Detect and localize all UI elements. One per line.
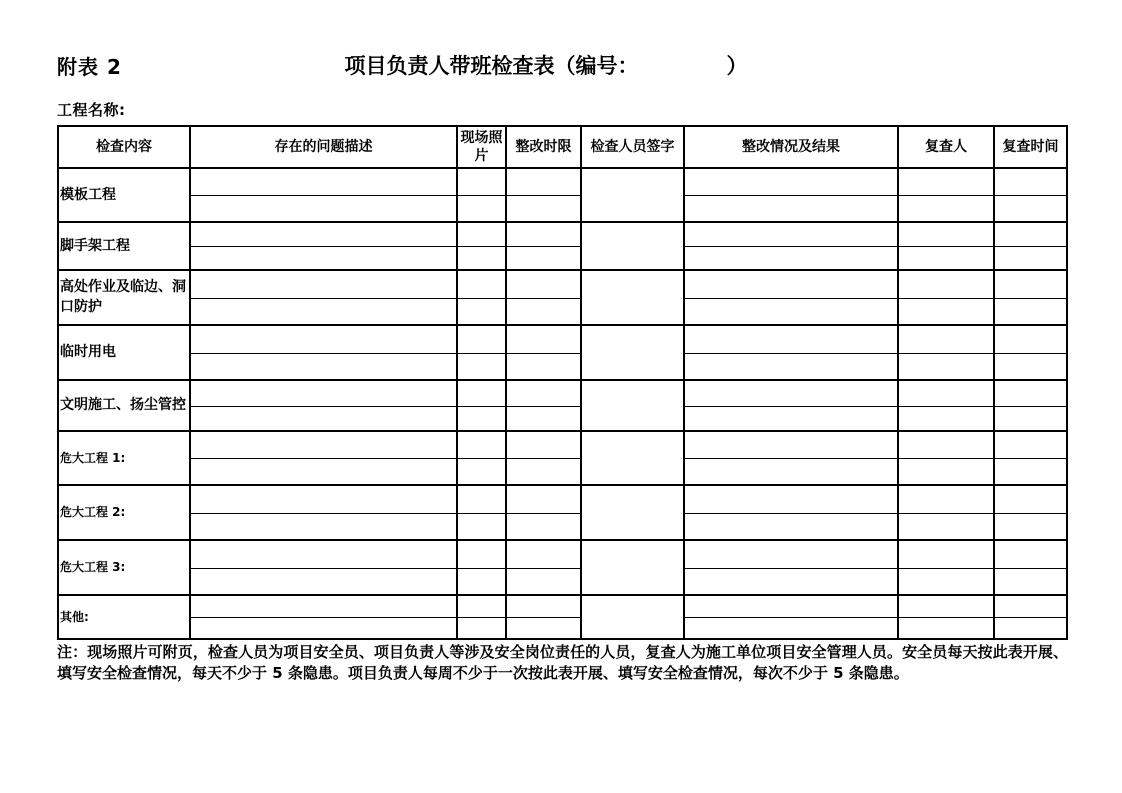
column-header-6: 复查人 bbox=[898, 126, 994, 168]
deadline-cell bbox=[506, 485, 581, 513]
photo-cell bbox=[457, 168, 506, 195]
column-header-3: 整改时限 bbox=[506, 126, 581, 168]
problem-cell bbox=[190, 195, 457, 222]
column-header-7: 复查时间 bbox=[994, 126, 1067, 168]
deadline-cell bbox=[506, 298, 581, 325]
signature-cell bbox=[581, 595, 684, 639]
result-cell bbox=[684, 406, 898, 431]
review-time-cell bbox=[994, 568, 1067, 595]
reviewer-cell bbox=[898, 540, 994, 568]
deadline-cell bbox=[506, 222, 581, 246]
photo-cell bbox=[457, 617, 506, 639]
note-text: 注：现场照片可附页，检查人员为项目安全员、项目负责人等涉及安全岗位责任的人员，复查人为施工单位项目安全管理人员。安全员每天按此表开展、填写安全检查情况，每天不少于 5 条隐患。项目负责人每周不少于一次按此表开展、填写安全检查情况，每次不少于 5 条隐患。 bbox=[57, 643, 1068, 682]
page-title-text: 项目负责人带班检查表（编号： bbox=[344, 54, 639, 78]
reviewer-cell bbox=[898, 380, 994, 406]
photo-cell bbox=[457, 568, 506, 595]
result-cell bbox=[684, 168, 898, 195]
deadline-cell bbox=[506, 168, 581, 195]
reviewer-cell bbox=[898, 168, 994, 195]
table-head bbox=[58, 126, 1067, 168]
row-label: 模板工程 bbox=[58, 168, 190, 222]
photo-cell bbox=[457, 380, 506, 406]
problem-cell bbox=[190, 222, 457, 246]
result-cell bbox=[684, 325, 898, 353]
row-label: 危大工程 2: bbox=[58, 485, 190, 540]
result-cell bbox=[684, 540, 898, 568]
deadline-cell bbox=[506, 513, 581, 540]
reviewer-cell bbox=[898, 298, 994, 325]
review-time-cell bbox=[994, 270, 1067, 298]
signature-cell bbox=[581, 270, 684, 325]
problem-cell bbox=[190, 406, 457, 431]
reviewer-cell bbox=[898, 246, 994, 270]
table-body bbox=[58, 168, 1067, 639]
result-cell bbox=[684, 431, 898, 458]
reviewer-cell bbox=[898, 595, 994, 617]
table-row bbox=[58, 195, 1067, 222]
reviewer-cell bbox=[898, 325, 994, 353]
table-row bbox=[58, 458, 1067, 485]
review-time-cell bbox=[994, 380, 1067, 406]
project-name-label: 工程名称: bbox=[57, 101, 126, 119]
review-time-cell bbox=[994, 485, 1067, 513]
signature-cell bbox=[581, 485, 684, 540]
reviewer-cell bbox=[898, 513, 994, 540]
photo-cell bbox=[457, 325, 506, 353]
review-time-cell bbox=[994, 168, 1067, 195]
result-cell bbox=[684, 298, 898, 325]
row-label: 临时用电 bbox=[58, 325, 190, 380]
result-cell bbox=[684, 270, 898, 298]
row-label: 文明施工、扬尘管控 bbox=[58, 380, 190, 431]
problem-cell bbox=[190, 168, 457, 195]
photo-cell bbox=[457, 246, 506, 270]
result-cell bbox=[684, 617, 898, 639]
table-row bbox=[58, 246, 1067, 270]
row-label: 高处作业及临边、洞口防护 bbox=[58, 270, 190, 325]
result-cell bbox=[684, 485, 898, 513]
table-row bbox=[58, 513, 1067, 540]
row-label: 脚手架工程 bbox=[58, 222, 190, 270]
deadline-cell bbox=[506, 431, 581, 458]
table-row bbox=[58, 353, 1067, 380]
reviewer-cell bbox=[898, 485, 994, 513]
review-time-cell bbox=[994, 222, 1067, 246]
photo-cell bbox=[457, 595, 506, 617]
reviewer-cell bbox=[898, 195, 994, 222]
review-time-cell bbox=[994, 617, 1067, 639]
result-cell bbox=[684, 222, 898, 246]
reviewer-cell bbox=[898, 617, 994, 639]
row-label: 其他: bbox=[58, 595, 190, 639]
reviewer-cell bbox=[898, 458, 994, 485]
inspection-table bbox=[57, 125, 1068, 640]
problem-cell bbox=[190, 325, 457, 353]
deadline-cell bbox=[506, 380, 581, 406]
deadline-cell bbox=[506, 617, 581, 639]
table-row bbox=[58, 270, 1067, 298]
result-cell bbox=[684, 568, 898, 595]
reviewer-cell bbox=[898, 353, 994, 380]
review-time-cell bbox=[994, 458, 1067, 485]
table-row bbox=[58, 540, 1067, 568]
photo-cell bbox=[457, 406, 506, 431]
deadline-cell bbox=[506, 270, 581, 298]
deadline-cell bbox=[506, 595, 581, 617]
column-header-1: 存在的问题描述 bbox=[190, 126, 457, 168]
table-row bbox=[58, 325, 1067, 353]
problem-cell bbox=[190, 485, 457, 513]
photo-cell bbox=[457, 195, 506, 222]
deadline-cell bbox=[506, 353, 581, 380]
deadline-cell bbox=[506, 458, 581, 485]
review-time-cell bbox=[994, 353, 1067, 380]
result-cell bbox=[684, 246, 898, 270]
problem-cell bbox=[190, 270, 457, 298]
problem-cell bbox=[190, 595, 457, 617]
problem-cell bbox=[190, 298, 457, 325]
attachment-label: 附表 2 bbox=[57, 55, 122, 79]
review-time-cell bbox=[994, 325, 1067, 353]
review-time-cell bbox=[994, 195, 1067, 222]
problem-cell bbox=[190, 540, 457, 568]
table-row bbox=[58, 298, 1067, 325]
review-time-cell bbox=[994, 431, 1067, 458]
reviewer-cell bbox=[898, 222, 994, 246]
problem-cell bbox=[190, 568, 457, 595]
review-time-cell bbox=[994, 298, 1067, 325]
signature-cell bbox=[581, 431, 684, 485]
column-header-4: 检查人员签字 bbox=[581, 126, 684, 168]
table-row bbox=[58, 617, 1067, 639]
result-cell bbox=[684, 595, 898, 617]
photo-cell bbox=[457, 353, 506, 380]
reviewer-cell bbox=[898, 406, 994, 431]
signature-cell bbox=[581, 325, 684, 380]
table-row bbox=[58, 431, 1067, 458]
problem-cell bbox=[190, 431, 457, 458]
reviewer-cell bbox=[898, 568, 994, 595]
review-time-cell bbox=[994, 595, 1067, 617]
result-cell bbox=[684, 513, 898, 540]
problem-cell bbox=[190, 246, 457, 270]
table-row bbox=[58, 222, 1067, 246]
header-row bbox=[58, 126, 1067, 168]
photo-cell bbox=[457, 485, 506, 513]
deadline-cell bbox=[506, 540, 581, 568]
page-title bbox=[0, 50, 1092, 80]
row-label: 危大工程 3: bbox=[58, 540, 190, 595]
photo-cell bbox=[457, 540, 506, 568]
photo-cell bbox=[457, 298, 506, 325]
table-row bbox=[58, 380, 1067, 406]
reviewer-cell bbox=[898, 270, 994, 298]
problem-cell bbox=[190, 617, 457, 639]
review-time-cell bbox=[994, 246, 1067, 270]
deadline-cell bbox=[506, 406, 581, 431]
signature-cell bbox=[581, 168, 684, 222]
signature-cell bbox=[581, 380, 684, 431]
photo-cell bbox=[457, 431, 506, 458]
column-header-5: 整改情况及结果 bbox=[684, 126, 898, 168]
column-header-0: 检查内容 bbox=[58, 126, 190, 168]
deadline-cell bbox=[506, 568, 581, 595]
photo-cell bbox=[457, 513, 506, 540]
deadline-cell bbox=[506, 195, 581, 222]
row-label: 危大工程 1: bbox=[58, 431, 190, 485]
problem-cell bbox=[190, 380, 457, 406]
column-header-2: 现场照片 bbox=[457, 126, 506, 168]
deadline-cell bbox=[506, 325, 581, 353]
problem-cell bbox=[190, 353, 457, 380]
problem-cell bbox=[190, 458, 457, 485]
photo-cell bbox=[457, 270, 506, 298]
table-row bbox=[58, 168, 1067, 195]
page-title-close-paren: ） bbox=[726, 54, 748, 78]
review-time-cell bbox=[994, 513, 1067, 540]
photo-cell bbox=[457, 458, 506, 485]
deadline-cell bbox=[506, 246, 581, 270]
table-row bbox=[58, 485, 1067, 513]
review-time-cell bbox=[994, 406, 1067, 431]
result-cell bbox=[684, 353, 898, 380]
table-row bbox=[58, 406, 1067, 431]
table-row bbox=[58, 568, 1067, 595]
result-cell bbox=[684, 195, 898, 222]
table-row bbox=[58, 595, 1067, 617]
reviewer-cell bbox=[898, 431, 994, 458]
photo-cell bbox=[457, 222, 506, 246]
signature-cell bbox=[581, 222, 684, 270]
signature-cell bbox=[581, 540, 684, 595]
problem-cell bbox=[190, 513, 457, 540]
review-time-cell bbox=[994, 540, 1067, 568]
result-cell bbox=[684, 458, 898, 485]
result-cell bbox=[684, 380, 898, 406]
